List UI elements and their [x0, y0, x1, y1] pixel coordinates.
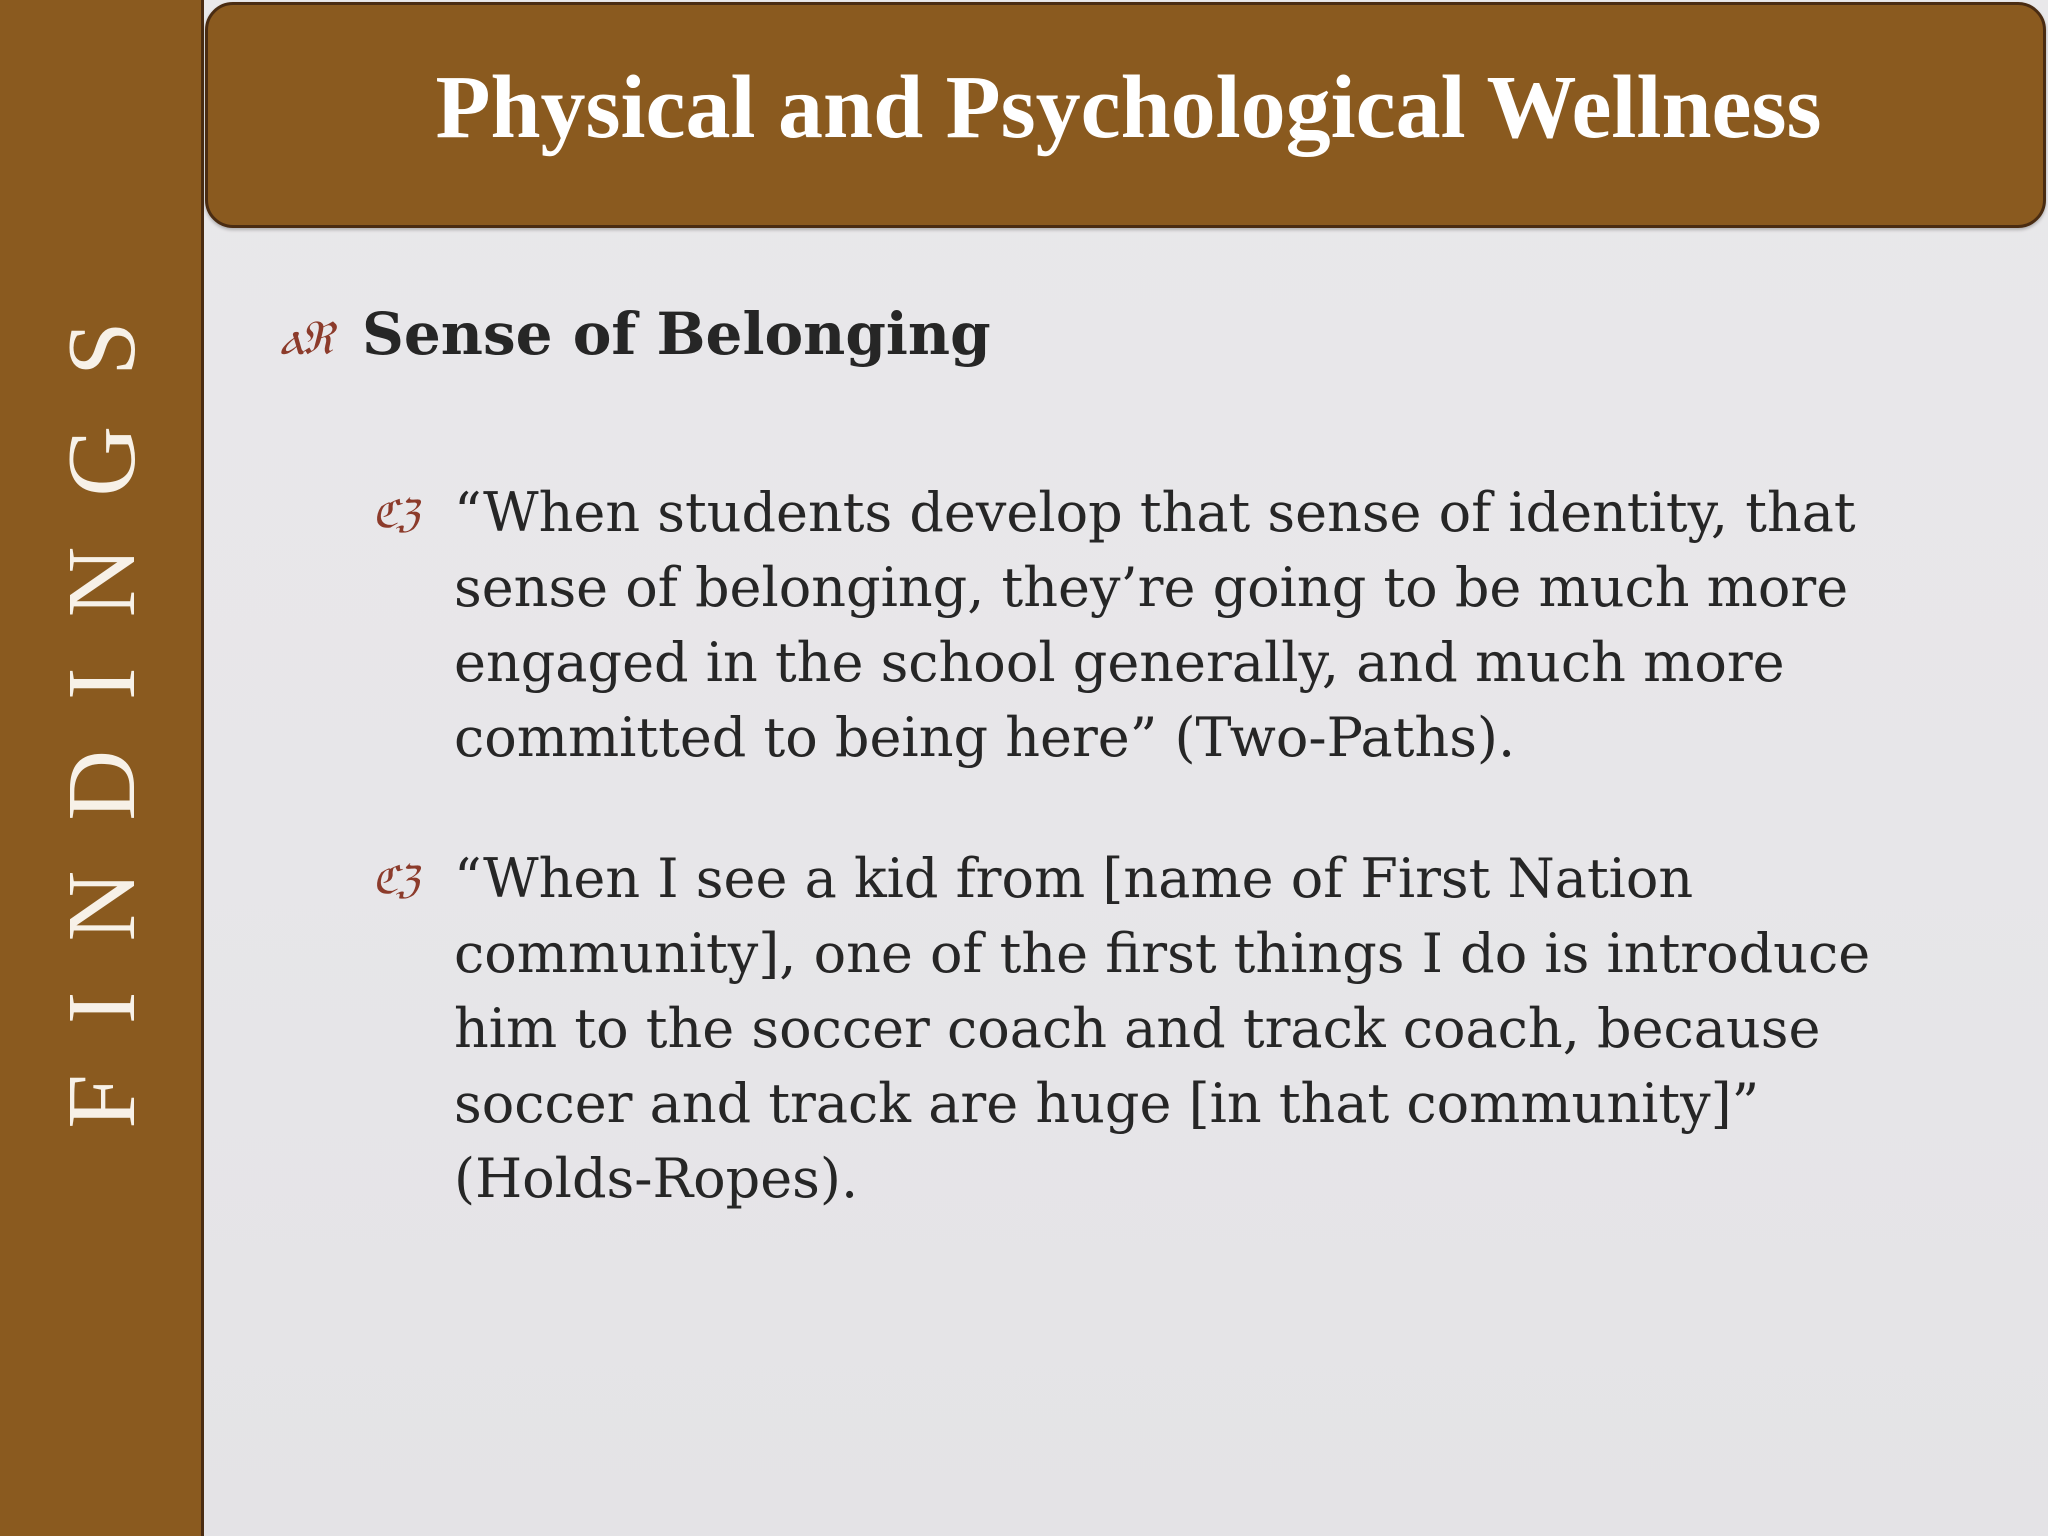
section-heading: Sense of Belonging — [362, 300, 991, 368]
quote-text — [454, 841, 1912, 1216]
ornament-bullet-icon: ⲁℜ — [280, 310, 331, 366]
quote-line: community], one of the first things I do is introduce — [454, 922, 1871, 985]
sidebar-band — [0, 0, 204, 1536]
quote-line: sense of belonging, they’re going to be much more — [454, 556, 1849, 619]
heading-bullet-item — [280, 300, 991, 370]
title-banner — [205, 2, 2046, 228]
quote-line: him to the soccer coach and track coach, because — [454, 997, 1821, 1060]
quote-line: committed to being here” (Two-Paths). — [454, 706, 1516, 769]
ornament-bullet-icon: ℭℨ — [372, 858, 417, 902]
quote-line: “When students develop that sense of identity, that — [454, 481, 1856, 544]
quote-text — [454, 475, 1912, 775]
quote-bullet-item — [372, 841, 1912, 1216]
ornament-bullet-icon: ℭℨ — [372, 492, 417, 536]
quote-line: engaged in the school generally, and much more — [454, 631, 1785, 694]
sidebar-vertical-label: FINDINGS — [48, 271, 156, 1129]
quote-line: soccer and track are huge [in that community]” — [454, 1072, 1760, 1135]
quote-bullet-item — [372, 475, 1912, 775]
quote-line: (Holds-Ropes). — [454, 1147, 859, 1210]
quote-line: “When I see a kid from [name of First Nation — [454, 847, 1694, 910]
slide-title: Physical and Psychological Wellness — [435, 58, 1822, 157]
